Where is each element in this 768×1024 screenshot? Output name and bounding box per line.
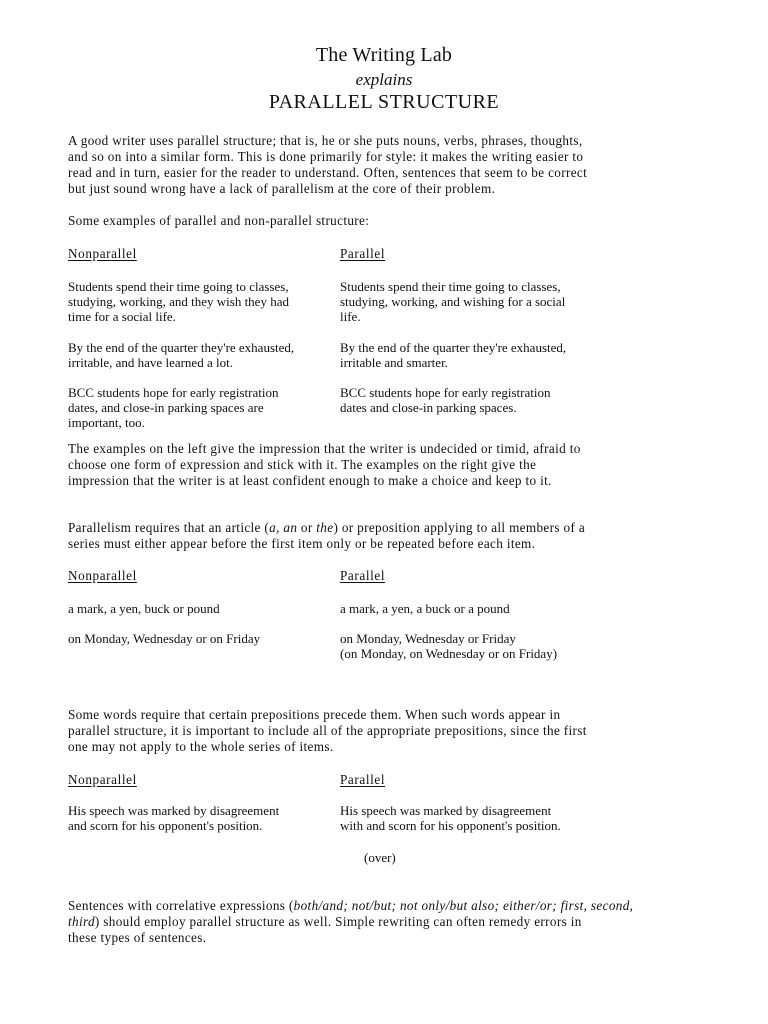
example-line: By the end of the quarter they're exhausted, — [340, 340, 567, 355]
para-italic: both/and; not/but; not only/but also; either/or; first, second, — [293, 898, 634, 913]
rule-line: one may not apply to the whole series of items. — [68, 739, 334, 754]
nonparallel-example — [68, 340, 294, 370]
page-topic: PARALLEL STRUCTURE — [268, 91, 500, 113]
example-line: a mark, a yen, buck or pound — [68, 601, 220, 616]
examples-intro: Some examples of parallel and non-parallel structure: — [68, 213, 370, 228]
nonparallel-header: Nonparallel — [68, 772, 137, 787]
nonparallel-example — [68, 601, 220, 616]
example-line: studying, working, and wishing for a social — [340, 294, 566, 309]
rule-text: or — [297, 520, 317, 535]
example-line: with and scorn for his opponent's position. — [340, 818, 561, 833]
example-line: BCC students hope for early registration — [340, 385, 551, 400]
example-line: irritable and smarter. — [340, 355, 448, 370]
parallel-header: Parallel — [340, 772, 386, 787]
explanation-line: impression that the writer is at least confident enough to make a choice and keep to it. — [68, 473, 552, 488]
example-line: Students spend their time going to classes, — [340, 279, 561, 294]
parallel-example — [340, 601, 510, 616]
example-line: dates, and close-in parking spaces are — [68, 400, 264, 415]
section1-explanation — [68, 441, 708, 489]
intro-paragraph — [68, 133, 708, 197]
para-line — [68, 898, 708, 914]
example-line: on Monday, Wednesday or on Friday — [68, 631, 261, 646]
over-marker: (over) — [364, 850, 396, 865]
parallel-example — [340, 279, 565, 324]
para-line: these types of sentences. — [68, 930, 207, 945]
section3-rule — [68, 707, 708, 755]
example-line: a mark, a yen, a buck or a pound — [340, 601, 510, 616]
page-title: The Writing Lab — [315, 44, 453, 66]
parallel-example — [340, 385, 551, 415]
parallel-example — [340, 803, 561, 833]
para-text: Sentences with correlative expressions ( — [68, 898, 294, 913]
intro-line: A good writer uses parallel structure; that is, he or she puts nouns, verbs, phrases, thoughts, — [68, 133, 583, 148]
rule-text: ) or preposition applying to all members of a — [333, 520, 586, 535]
nonparallel-header: Nonparallel — [68, 568, 137, 583]
para-text: ) should employ parallel structure as well. Simple rewriting can often remedy errors in — [94, 914, 582, 929]
para-italic: third — [68, 914, 95, 929]
intro-line: but just sound wrong have a lack of parallelism at the core of their problem. — [68, 181, 496, 196]
nonparallel-example — [68, 631, 260, 646]
example-line: His speech was marked by disagreement — [340, 803, 552, 818]
nonparallel-example — [68, 803, 279, 833]
intro-line: read and in turn, easier for the reader to understand. Often, sentences that seem to be correct — [68, 165, 588, 180]
intro-line: and so on into a similar form. This is done primarily for style: it makes the writing easier to — [68, 149, 584, 164]
example-line: life. — [340, 309, 361, 324]
example-line: irritable, and have learned a lot. — [68, 355, 233, 370]
section2-rule — [68, 520, 708, 552]
example-line: dates and close-in parking spaces. — [340, 400, 517, 415]
explanation-line: The examples on the left give the impression that the writer is undecided or timid, afraid to — [68, 441, 581, 456]
parallel-example — [340, 631, 557, 661]
rule-text: Parallelism requires that an article ( — [68, 520, 270, 535]
example-line: His speech was marked by disagreement — [68, 803, 280, 818]
page-subtitle: explains — [355, 70, 413, 89]
example-line: and scorn for his opponent's position. — [68, 818, 263, 833]
example-line: By the end of the quarter they're exhausted, — [68, 340, 295, 355]
example-line: Students spend their time going to classes, — [68, 279, 289, 294]
example-line: important, too. — [68, 415, 145, 430]
rule-italic: the — [316, 520, 334, 535]
nonparallel-header: Nonparallel — [68, 246, 137, 261]
example-line: (on Monday, on Wednesday or on Friday) — [340, 646, 558, 661]
rule-line: parallel structure, it is important to include all of the appropriate prepositions, since the first — [68, 723, 587, 738]
section4-paragraph — [68, 898, 708, 946]
parallel-example — [340, 340, 566, 370]
parallel-header: Parallel — [340, 246, 386, 261]
example-line: studying, working, and they wish they had — [68, 294, 289, 309]
rule-line: Some words require that certain prepositions precede them. When such words appear in — [68, 707, 561, 722]
rule-line — [68, 520, 708, 536]
explanation-line: choose one form of expression and stick with it. The examples on the right give the — [68, 457, 537, 472]
example-line: BCC students hope for early registration — [68, 385, 279, 400]
parallel-header: Parallel — [340, 568, 386, 583]
example-line: time for a social life. — [68, 309, 176, 324]
nonparallel-example — [68, 385, 279, 430]
rule-italic: a, an — [269, 520, 298, 535]
example-line: on Monday, Wednesday or Friday — [340, 631, 516, 646]
para-line — [68, 914, 708, 930]
rule-line: series must either appear before the first item only or be repeated before each item. — [68, 536, 536, 551]
nonparallel-example — [68, 279, 289, 324]
